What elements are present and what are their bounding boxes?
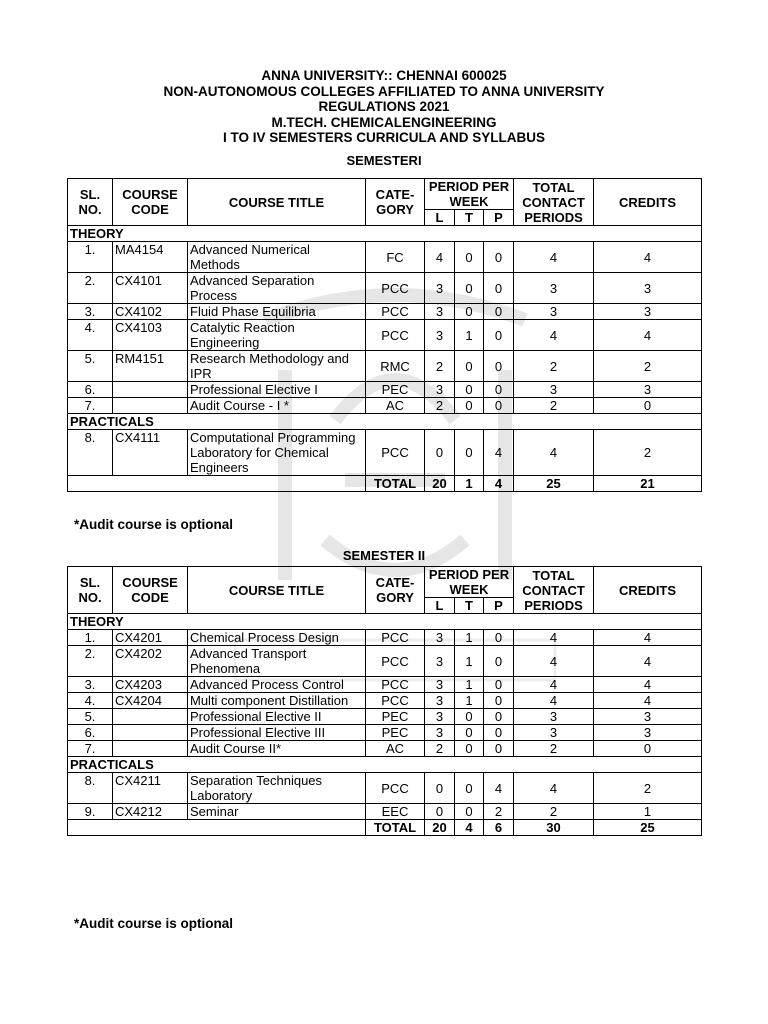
col-header-p: P: [484, 598, 514, 614]
cell-credits: 4: [594, 630, 702, 646]
cell-category: PCC: [366, 630, 425, 646]
cell-credits: 3: [594, 725, 702, 741]
cell-l: 3: [425, 304, 455, 320]
cell-code: RM4151: [113, 351, 188, 382]
cell-p: 0: [484, 398, 514, 414]
cell-l: 4: [425, 242, 455, 273]
cell-total-contact: 4: [514, 320, 594, 351]
table-row: [68, 741, 702, 757]
cell-sl: 4.: [68, 693, 113, 709]
section-label-practicals: PRACTICALS: [68, 757, 702, 773]
cell-title: Professional Elective I: [188, 382, 366, 398]
cell-title: Advanced Transport Phenomena: [188, 646, 366, 677]
cell-credits: 3: [594, 304, 702, 320]
cell-total-contact: 4: [514, 242, 594, 273]
table-row: [68, 242, 702, 273]
cell-sl: 2.: [68, 273, 113, 304]
cell-l: 3: [425, 273, 455, 304]
cell-title: Multi component Distillation: [188, 693, 366, 709]
section-row-theory: [68, 226, 702, 242]
cell-title: Audit Course II*: [188, 741, 366, 757]
col-header-code: COURSE CODE: [113, 567, 188, 614]
table-row: [68, 725, 702, 741]
section-row-theory: [68, 614, 702, 630]
cell-l: 0: [425, 773, 455, 804]
total-t: 1: [455, 476, 484, 492]
cell-total-contact: 2: [514, 351, 594, 382]
col-header-credits: CREDITS: [594, 179, 702, 226]
col-header-category: CATE- GORY: [366, 567, 425, 614]
cell-t: 0: [455, 804, 484, 820]
cell-total-contact: 2: [514, 398, 594, 414]
cell-code: [113, 382, 188, 398]
cell-p: 2: [484, 804, 514, 820]
section-label-theory: THEORY: [68, 226, 702, 242]
col-header-credits: CREDITS: [594, 567, 702, 614]
semester-2-note: *Audit course is optional: [74, 916, 234, 931]
cell-t: 0: [455, 773, 484, 804]
semester-1-title: SEMESTERI: [346, 153, 422, 168]
cell-title: Catalytic Reaction Engineering: [188, 320, 366, 351]
cell-p: 0: [484, 693, 514, 709]
cell-category: FC: [366, 242, 425, 273]
total-p: 6: [484, 820, 514, 836]
section-row-practicals: [68, 414, 702, 430]
col-header-period: PERIOD PER WEEK: [425, 567, 514, 598]
cell-t: 1: [455, 677, 484, 693]
document-heading: [0, 68, 768, 146]
cell-credits: 3: [594, 273, 702, 304]
total-l: 20: [425, 476, 455, 492]
section-row-practicals: [68, 757, 702, 773]
cell-credits: 1: [594, 804, 702, 820]
cell-title: Audit Course - I *: [188, 398, 366, 414]
cell-sl: 6.: [68, 382, 113, 398]
col-header-total-contact: TOTAL CONTACT PERIODS: [514, 567, 594, 614]
heading-colleges: NON-AUTONOMOUS COLLEGES AFFILIATED TO ANNA UNIVERSITY: [163, 83, 605, 99]
cell-code: [113, 709, 188, 725]
cell-p: 0: [484, 382, 514, 398]
cell-category: PCC: [366, 773, 425, 804]
heading-university: ANNA UNIVERSITY:: CHENNAI 600025: [261, 68, 507, 83]
cell-credits: 4: [594, 693, 702, 709]
cell-sl: 1.: [68, 630, 113, 646]
cell-sl: 7.: [68, 741, 113, 757]
cell-p: 0: [484, 320, 514, 351]
cell-credits: 2: [594, 351, 702, 382]
col-header-total-contact: TOTAL CONTACT PERIODS: [514, 179, 594, 226]
table-row: [68, 430, 702, 476]
cell-credits: 4: [594, 320, 702, 351]
semester-2-table: [67, 566, 702, 836]
total-label: TOTAL: [366, 476, 425, 492]
heading-programme: M.TECH. CHEMICALENGINEERING: [271, 114, 497, 130]
cell-code: CX4111: [113, 430, 188, 476]
cell-title: Advanced Process Control: [188, 677, 366, 693]
cell-sl: 8.: [68, 773, 113, 804]
cell-code: [113, 398, 188, 414]
cell-total-contact: 3: [514, 382, 594, 398]
cell-l: 3: [425, 630, 455, 646]
table-row: [68, 304, 702, 320]
total-credits: 21: [594, 476, 702, 492]
cell-total-contact: 4: [514, 646, 594, 677]
cell-code: CX4211: [113, 773, 188, 804]
cell-p: 0: [484, 630, 514, 646]
cell-title: Advanced Numerical Methods: [188, 242, 366, 273]
cell-category: AC: [366, 398, 425, 414]
cell-title: Seminar: [188, 804, 366, 820]
cell-l: 3: [425, 646, 455, 677]
total-label: TOTAL: [366, 820, 425, 836]
section-label-theory: THEORY: [68, 614, 702, 630]
cell-category: EEC: [366, 804, 425, 820]
cell-p: 0: [484, 741, 514, 757]
cell-p: 4: [484, 773, 514, 804]
cell-credits: 4: [594, 646, 702, 677]
col-header-sl: SL. NO.: [68, 567, 113, 614]
cell-code: CX4204: [113, 693, 188, 709]
total-p: 4: [484, 476, 514, 492]
cell-t: 1: [455, 630, 484, 646]
table-row: [68, 320, 702, 351]
cell-code: CX4212: [113, 804, 188, 820]
total-contact: 30: [514, 820, 594, 836]
cell-credits: 2: [594, 773, 702, 804]
table-row: [68, 773, 702, 804]
cell-t: 0: [455, 304, 484, 320]
cell-p: 0: [484, 677, 514, 693]
cell-l: 3: [425, 382, 455, 398]
cell-title: Professional Elective II: [188, 709, 366, 725]
total-contact: 25: [514, 476, 594, 492]
cell-code: CX4103: [113, 320, 188, 351]
col-header-sl: SL. NO.: [68, 179, 113, 226]
cell-total-contact: 4: [514, 693, 594, 709]
cell-t: 0: [455, 398, 484, 414]
cell-total-contact: 3: [514, 709, 594, 725]
cell-category: PCC: [366, 304, 425, 320]
cell-l: 2: [425, 398, 455, 414]
cell-t: 0: [455, 273, 484, 304]
cell-l: 0: [425, 430, 455, 476]
cell-l: 3: [425, 725, 455, 741]
table-row: [68, 646, 702, 677]
cell-credits: 0: [594, 398, 702, 414]
cell-p: 0: [484, 646, 514, 677]
cell-l: 2: [425, 741, 455, 757]
cell-code: CX4102: [113, 304, 188, 320]
cell-sl: 8.: [68, 430, 113, 476]
cell-total-contact: 2: [514, 741, 594, 757]
cell-title: Advanced Separation Process: [188, 273, 366, 304]
cell-sl: 2.: [68, 646, 113, 677]
cell-title: Chemical Process Design: [188, 630, 366, 646]
cell-credits: 4: [594, 242, 702, 273]
total-row-blank: [68, 476, 366, 492]
cell-category: PEC: [366, 709, 425, 725]
cell-sl: 5.: [68, 709, 113, 725]
cell-l: 3: [425, 677, 455, 693]
cell-l: 3: [425, 709, 455, 725]
cell-total-contact: 3: [514, 725, 594, 741]
cell-p: 0: [484, 709, 514, 725]
cell-total-contact: 4: [514, 430, 594, 476]
cell-category: RMC: [366, 351, 425, 382]
cell-category: PCC: [366, 693, 425, 709]
col-header-p: P: [484, 210, 514, 226]
cell-sl: 4.: [68, 320, 113, 351]
cell-p: 0: [484, 242, 514, 273]
col-header-title: COURSE TITLE: [188, 567, 366, 614]
total-l: 20: [425, 820, 455, 836]
cell-code: [113, 725, 188, 741]
heading-scope: I TO IV SEMESTERS CURRICULA AND SYLLABUS: [222, 130, 546, 145]
cell-t: 0: [455, 242, 484, 273]
cell-category: AC: [366, 741, 425, 757]
cell-p: 0: [484, 304, 514, 320]
col-header-l: L: [425, 598, 455, 614]
col-header-title: COURSE TITLE: [188, 179, 366, 226]
cell-code: CX4203: [113, 677, 188, 693]
cell-category: PEC: [366, 725, 425, 741]
total-row: [68, 476, 702, 492]
cell-title: Fluid Phase Equilibria: [188, 304, 366, 320]
cell-total-contact: 3: [514, 304, 594, 320]
cell-l: 2: [425, 351, 455, 382]
col-header-l: L: [425, 210, 455, 226]
table-row: [68, 693, 702, 709]
table-row: [68, 630, 702, 646]
cell-p: 0: [484, 351, 514, 382]
cell-credits: 4: [594, 677, 702, 693]
col-header-t: T: [455, 210, 484, 226]
cell-l: 3: [425, 320, 455, 351]
cell-sl: 1.: [68, 242, 113, 273]
cell-l: 3: [425, 693, 455, 709]
table-row: [68, 382, 702, 398]
semester-2-title: SEMESTER II: [342, 548, 426, 563]
cell-l: 0: [425, 804, 455, 820]
col-header-period: PERIOD PER WEEK: [425, 179, 514, 210]
cell-category: PCC: [366, 677, 425, 693]
cell-title: Research Methodology and IPR: [188, 351, 366, 382]
cell-title: Computational Programming Laboratory for Chemical Engineers: [188, 430, 366, 476]
cell-total-contact: 4: [514, 677, 594, 693]
cell-title: Separation Techniques Laboratory: [188, 773, 366, 804]
cell-sl: 9.: [68, 804, 113, 820]
section-label-practicals: PRACTICALS: [68, 414, 702, 430]
heading-regulations: REGULATIONS 2021: [318, 99, 450, 114]
cell-sl: 7.: [68, 398, 113, 414]
total-t: 4: [455, 820, 484, 836]
cell-code: CX4101: [113, 273, 188, 304]
cell-t: 0: [455, 382, 484, 398]
cell-sl: 3.: [68, 304, 113, 320]
cell-category: PCC: [366, 320, 425, 351]
semester-1-note: *Audit course is optional: [74, 517, 234, 532]
total-row-blank: [68, 820, 366, 836]
cell-credits: 3: [594, 382, 702, 398]
cell-t: 1: [455, 320, 484, 351]
cell-code: CX4201: [113, 630, 188, 646]
cell-p: 0: [484, 725, 514, 741]
table-row: [68, 677, 702, 693]
total-credits: 25: [594, 820, 702, 836]
cell-p: 4: [484, 430, 514, 476]
table-row: [68, 709, 702, 725]
cell-sl: 5.: [68, 351, 113, 382]
cell-code: [113, 741, 188, 757]
cell-total-contact: 3: [514, 273, 594, 304]
cell-total-contact: 2: [514, 804, 594, 820]
cell-sl: 3.: [68, 677, 113, 693]
cell-t: 1: [455, 693, 484, 709]
cell-credits: 3: [594, 709, 702, 725]
cell-category: PCC: [366, 646, 425, 677]
cell-code: CX4202: [113, 646, 188, 677]
col-header-t: T: [455, 598, 484, 614]
cell-t: 0: [455, 709, 484, 725]
cell-p: 0: [484, 273, 514, 304]
cell-category: PEC: [366, 382, 425, 398]
cell-total-contact: 4: [514, 773, 594, 804]
cell-t: 0: [455, 351, 484, 382]
cell-title: Professional Elective III: [188, 725, 366, 741]
cell-sl: 6.: [68, 725, 113, 741]
table-row: [68, 351, 702, 382]
table-row: [68, 273, 702, 304]
cell-code: MA4154: [113, 242, 188, 273]
cell-credits: 2: [594, 430, 702, 476]
cell-t: 0: [455, 725, 484, 741]
cell-t: 0: [455, 430, 484, 476]
cell-t: 1: [455, 646, 484, 677]
cell-total-contact: 4: [514, 630, 594, 646]
col-header-category: CATE- GORY: [366, 179, 425, 226]
cell-credits: 0: [594, 741, 702, 757]
semester-1-table: [67, 178, 702, 492]
col-header-code: COURSE CODE: [113, 179, 188, 226]
table-row: [68, 398, 702, 414]
cell-category: PCC: [366, 430, 425, 476]
table-row: [68, 804, 702, 820]
total-row: [68, 820, 702, 836]
cell-category: PCC: [366, 273, 425, 304]
cell-t: 0: [455, 741, 484, 757]
